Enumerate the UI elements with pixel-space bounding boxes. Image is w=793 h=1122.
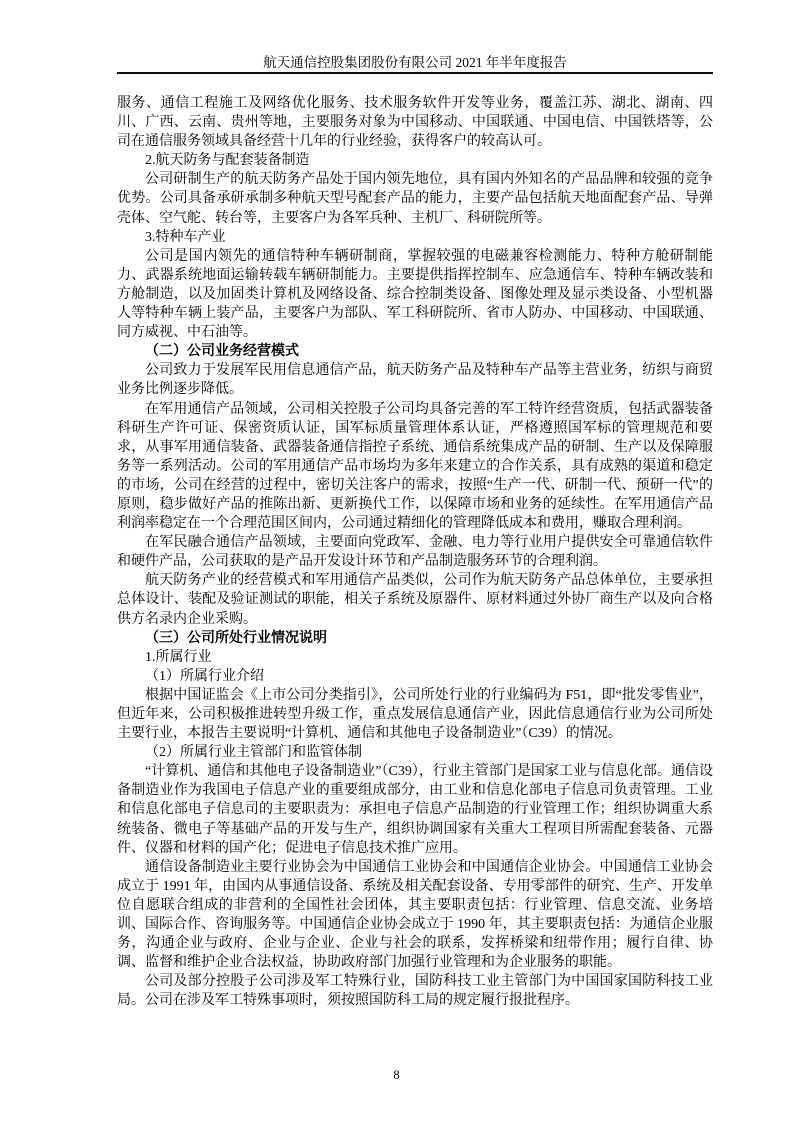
list-item-heading: （1）所属行业介绍	[145, 668, 264, 684]
paragraph: 公司及部分控股子公司涉及军工特殊行业，国防科技工业主管部门为中国国家国防科技工业局。公司在涉及军工特殊事项时，须按照国防科工局的规定履行报批程序。	[117, 974, 713, 1009]
header-rule	[117, 72, 713, 74]
paragraph-continuation: 服务、通信工程施工及网络优化服务、技术服务软件开发等业务，覆盖江苏、湖北、湖南、四川、广西、云南、贵州等地，主要服务对象为中国移动、中国联通、中国电信、中国铁塔等，公司在通信服务领域具备经营十几年的行业经验，获得客户的较高认可。	[117, 96, 713, 150]
list-item-heading: 3.特种车产业	[145, 229, 226, 245]
paragraph: “计算机、通信和其他电子设备制造业”（C39），行业主管部门是国家工业与信息化部。通信设备制造业作为我国电子信息产业的重要组成部分，由工业和信息化部电子信息司负责管理。工业和信息化部电子信息司的主要职责为：承担电子信息产品制造的行业管理工作；组织协调重大系统装备、微电子等基础产品的开发与生产，组织协调国家有关重大工程项目所需配套装备、元器件、仪器和材料的国产化；促进电子信息技术推广应用。	[117, 764, 713, 856]
section-heading: （二）公司业务经营模式	[145, 344, 299, 360]
paragraph: 通信设备制造业主要行业协会为中国通信工业协会和中国通信企业协会。中国通信工业协会成立于 1991 年，由国内从事通信设备、系统及相关配套设备、专用零部件的研究、生产、开发单位自愿联合组成的非营利的全国性社会团体，其主要职责包括：行业管理、信息交流、业务培训、国际合作、咨询服务等。中国通信企业协会成立于 1990 年，其主要职责包括：为通信企业服务，沟通企业与政府、企业与企业、企业与社会的联系，发挥桥梁和纽带作用；履行自律、协调、监督和维护企业合法权益，协助政府部门加强行业管理和为企业服务的职能。	[117, 859, 713, 971]
list-item-heading: 2.航天防务与配套装备制造	[145, 153, 310, 169]
list-item-heading: （2）所属行业主管部门和监管体制	[145, 745, 362, 761]
paragraph: 在军用通信产品领域，公司相关控股子公司均具备完善的军工特许经营资质，包括武器装备科研生产许可证、保密资质认证，国军标质量管理体系认证，严格遵照国军标的管理规范和要求，从事军用通信装备、武器装备通信指控子系统、通信系统集成产品的研制、生产以及保障服务等一系列活动。公司的军用通信产品市场均为多年来建立的合作关系，具有成熟的渠道和稳定的市场，公司在经营的过程中，密切关注客户的需求，按照“生产一代、研制一代、预研一代”的原则，稳步做好产品的推陈出新、更新换代工作，以保障市场和业务的延续性。在军用通信产品利润率稳定在一个合理范围区间内，公司通过精细化的管理降低成本和费用，赚取合理利润。	[117, 401, 713, 532]
paragraph: 公司致力于发展军民用信息通信产品，航天防务产品及特种车产品等主营业务，纺织与商贸业务比例逐步降低。	[117, 363, 713, 398]
paragraph: 在军民融合通信产品领域，主要面向党政军、金融、电力等行业用户提供安全可靠通信软件和硬件产品，公司获取的是产品开发设计环节和产品制造服务环节的合理利润。	[117, 535, 713, 570]
paragraph: 公司是国内领先的通信特种车辆研制商，掌握较强的电磁兼容检测能力、特种方舱研制能力、武器系统地面运输转载车辆研制能力。主要提供指挥控制车、应急通信车、特种车辆改装和方舱制造，以及加固类计算机及网络设备、综合控制类设备、图像处理及显示类设备、小型机器人等特种车辆上装产品，主要客户为部队、军工科研院所、省市人防办、中国移动、中国联通、同方威视、中石油等。	[117, 248, 713, 341]
page-number: 8	[393, 1068, 400, 1082]
report-header-title: 航天通信控股集团股份有限公司 2021 年半年度报告	[263, 55, 567, 70]
document-body	[117, 94, 713, 1011]
list-item-heading: 1.所属行业	[145, 649, 212, 665]
paragraph: 公司研制生产的航天防务产品处于国内领先地位，具有国内外知名的产品品牌和较强的竞争优势。公司具备承研承制多种航天型号配套产品的能力，主要产品包括航天地面配套产品、导弹壳体、空气舵、转台等，主要客户为各军兵种、主机厂、科研院所等。	[117, 172, 713, 226]
paragraph: 航天防务产业的经营模式和军用通信产品类似，公司作为航天防务产品总体单位，主要承担总体设计、装配及验证测试的职能，相关子系统及原器件、原材料通过外协厂商生产以及向合格供方名录内企业采购。	[117, 573, 713, 627]
section-heading: （三）公司所处行业情况说明	[145, 630, 327, 646]
paragraph: 根据中国证监会《上市公司分类指引》，公司所处行业的行业编码为 F51，即“批发零售业”，但近年来，公司积极推进转型升级工作，重点发展信息通信产业，因此信息通信行业为公司所处主要行业，本报告主要说明“计算机、通信和其他电子设备制造业”（C39）的情况。	[117, 687, 713, 742]
